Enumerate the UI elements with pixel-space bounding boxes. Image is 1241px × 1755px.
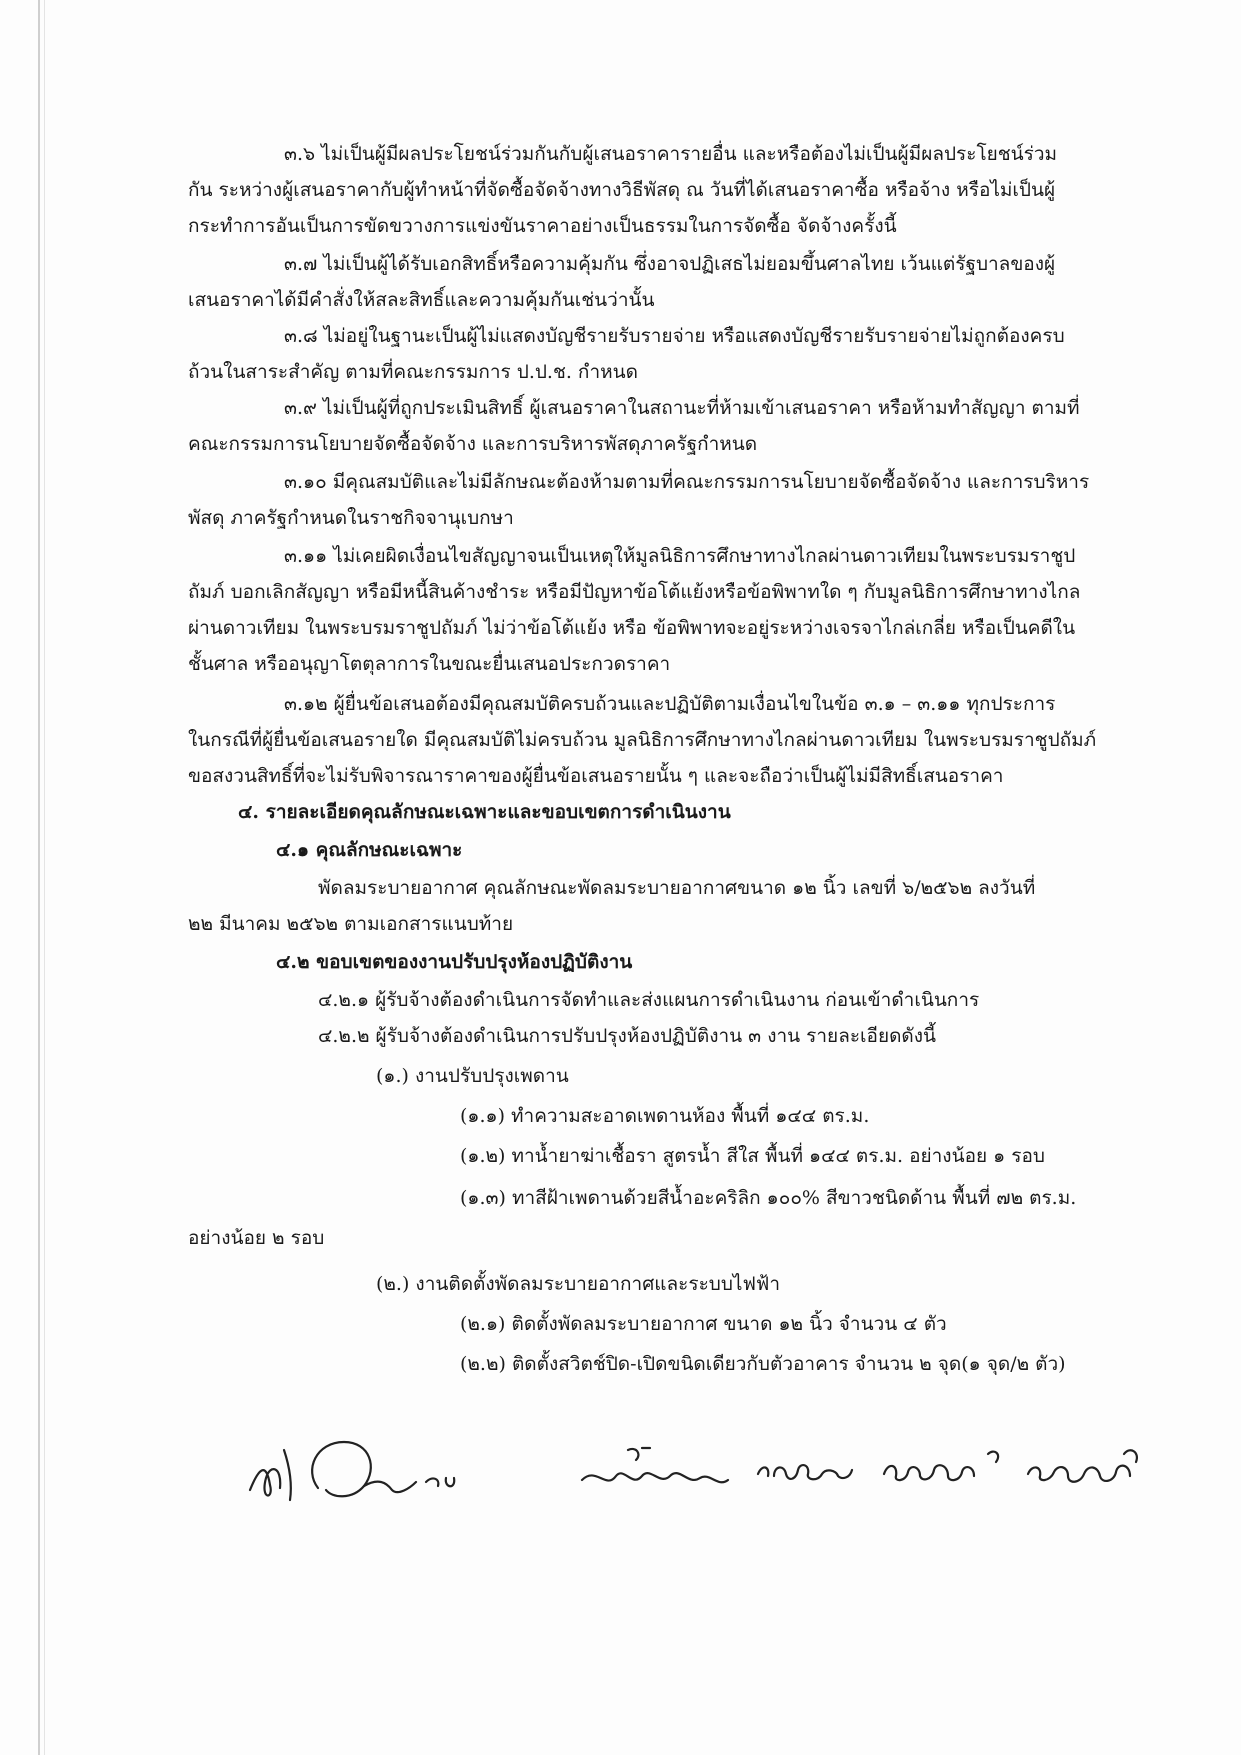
clause-line: ๓.๑๒ ผู้ยื่นข้อเสนอต้องมีคุณสมบัติครบถ้วนและปฏิบัติตามเงื่อนไขในข้อ ๓.๑ – ๓.๑๑ ทุกประการ [284, 693, 1056, 715]
section-4-2-heading: ๔.๒ ขอบเขตของงานปรับปรุงห้องปฏิบัติงาน [276, 951, 633, 973]
clause-line: เสนอราคาได้มีคำสั่งให้สละสิทธิ์และความคุ้มกันเช่นว่านั้น [188, 289, 655, 311]
section-4-1-text-line: ๒๒ มีนาคม ๒๕๖๒ ตามเอกสารแนบท้าย [188, 913, 514, 935]
clause-3-7 [188, 246, 1092, 318]
clause-line: กัน ระหว่างผู้เสนอราคากับผู้ทำหน้าที่จัดซื้อจัดจ้างทางวิธีพัสดุ ณ วันที่ได้เสนอราคาซื้อ หรือจ้าง หรือไม่เป็นผู้ [188, 179, 1056, 201]
section-4-heading: ๔. รายละเอียดคุณลักษณะเฉพาะและขอบเขตการดำเนินงาน [238, 801, 731, 823]
signature-2 [576, 1436, 746, 1500]
clause-line: ๓.๙ ไม่เป็นผู้ที่ถูกประเมินสิทธิ์ ผู้เสนอราคาในสถานะที่ห้ามเข้าเสนอราคา หรือห้ามทำสัญญา ตามที่ [284, 397, 1080, 419]
clause-3-11 [188, 538, 1092, 682]
clause-line: พัสดุ ภาครัฐกำหนดในราชกิจจานุเบกษา [188, 507, 514, 529]
clause-3-10 [188, 464, 1092, 536]
work-1-continuation: อย่างน้อย ๒ รอบ [188, 1227, 325, 1249]
work-2-item: (๒.๒) ติดตั้งสวิตช์ปิด-เปิดขนิดเดียวกับตัวอาคาร จำนวน ๒ จุด(๑ จุด/๒ ตัว) [460, 1353, 1066, 1375]
signature-1 [240, 1430, 530, 1510]
work-2-title: (๒.) งานติดตั้งพัดลมระบายอากาศและระบบไฟฟ้า [376, 1273, 781, 1295]
clause-3-9 [188, 390, 1092, 462]
clause-line: ในกรณีที่ผู้ยื่นข้อเสนอรายใด มีคุณสมบัติไม่ครบถ้วน มูลนิธิการศึกษาทางไกลผ่านดาวเทียม ในพระบรมราชูปถัมภ์ [188, 729, 1097, 751]
clause-line: ขอสงวนสิทธิ์ที่จะไม่รับพิจารณาราคาของผู้ยื่นข้อเสนอรายนั้น ๆ และจะถือว่าเป็นผู้ไม่มีสิทธิ์เสนอราคา [188, 765, 1004, 787]
work-1-title: (๑.) งานปรับปรุงเพดาน [376, 1065, 569, 1087]
section-4-2-1: ๔.๒.๑ ผู้รับจ้างต้องดำเนินการจัดทำและส่งแผนการดำเนินงาน ก่อนเข้าดำเนินการ [318, 989, 980, 1011]
clause-line: ถัมภ์ บอกเลิกสัญญา หรือมีหนี้สินค้างชำระ หรือมีปัญหาข้อโต้แย้งหรือข้อพิพาทใด ๆ กับมูลนิธิการศึกษาทางไกล [188, 581, 1081, 603]
clause-line: ผ่านดาวเทียม ในพระบรมราชูปถัมภ์ ไม่ว่าข้อโต้แย้ง หรือ ข้อพิพาทจะอยู่ระหว่างเจรจาไกล่เกลี่ย หรือเป็นคดีใน [188, 617, 1076, 639]
clause-3-6 [188, 136, 1092, 244]
clause-line: ๓.๘ ไม่อยู่ในฐานะเป็นผู้ไม่แสดงบัญชีรายรับรายจ่าย หรือแสดงบัญชีรายรับรายจ่ายไม่ถูกต้องครบ [284, 325, 1065, 347]
section-4-1-text-line: พัดลมระบายอากาศ คุณลักษณะพัดลมระบายอากาศขนาด ๑๒ นิ้ว เลขที่ ๖/๒๕๖๒ ลงวันที่ [318, 877, 1036, 899]
section-4-1-heading: ๔.๑ คุณลักษณะเฉพาะ [276, 839, 463, 861]
clause-line: คณะกรรมการนโยบายจัดซื้อจัดจ้าง และการบริหารพัสดุภาครัฐกำหนด [188, 433, 758, 455]
clause-line: ชั้นศาล หรืออนุญาโตตุลาการในขณะยื่นเสนอประกวดราคา [188, 653, 671, 675]
work-1-item: (๑.๒) ทาน้ำยาฆ่าเชื้อรา สูตรน้ำ สีใส พื้นที่ ๑๔๔ ตร.ม. อย่างน้อย ๑ รอบ [460, 1145, 1045, 1167]
clause-line: ๓.๗ ไม่เป็นผู้ได้รับเอกสิทธิ์หรือความคุ้มกัน ซึ่งอาจปฏิเสธไม่ยอมขึ้นศาลไทย เว้นแต่รัฐบาลของผู้ [284, 253, 1056, 275]
clause-line: ๓.๑๐ มีคุณสมบัติและไม่มีลักษณะต้องห้ามตามที่คณะกรรมการนโยบายจัดซื้อจัดจ้าง และการบริหาร [284, 471, 1090, 493]
clause-line: ๓.๖ ไม่เป็นผู้มีผลประโยชน์ร่วมกันกับผู้เสนอราคารายอื่น และหรือต้องไม่เป็นผู้มีผลประโยชน์ร่วม [284, 143, 1058, 165]
clause-line: กระทำการอันเป็นการขัดขวางการแข่งขันราคาอย่างเป็นธรรมในการจัดซื้อ จัดจ้างครั้งนี้ [188, 215, 897, 237]
signature-4 [878, 1436, 1168, 1494]
signature-3 [752, 1440, 862, 1490]
clause-3-12 [188, 686, 1097, 794]
clause-line: ๓.๑๑ ไม่เคยผิดเงื่อนไขสัญญาจนเป็นเหตุให้มูลนิธิการศึกษาทางไกลผ่านดาวเทียมในพระบรมราชูป [284, 545, 1076, 567]
work-1-item: (๑.๓) ทาสีฝ้าเพดานด้วยสีน้ำอะคริลิก ๑๐๐% สีขาวชนิดด้าน พื้นที่ ๗๒ ตร.ม. [460, 1187, 1077, 1209]
scan-edge [38, 0, 40, 1755]
work-2-item: (๒.๑) ติดตั้งพัดลมระบายอากาศ ขนาด ๑๒ นิ้ว จำนวน ๔ ตัว [460, 1313, 947, 1335]
section-4-2-2: ๔.๒.๒ ผู้รับจ้างต้องดำเนินการปรับปรุงห้องปฏิบัติงาน ๓ งาน รายละเอียดดังนี้ [318, 1025, 937, 1047]
clause-line: ถ้วนในสาระสำคัญ ตามที่คณะกรรมการ ป.ป.ช. กำหนด [188, 361, 638, 383]
scan-edge-inner [44, 0, 45, 1755]
clause-3-8 [188, 318, 1092, 390]
work-1-item: (๑.๑) ทำความสะอาดเพดานห้อง พื้นที่ ๑๔๔ ตร.ม. [460, 1105, 870, 1127]
